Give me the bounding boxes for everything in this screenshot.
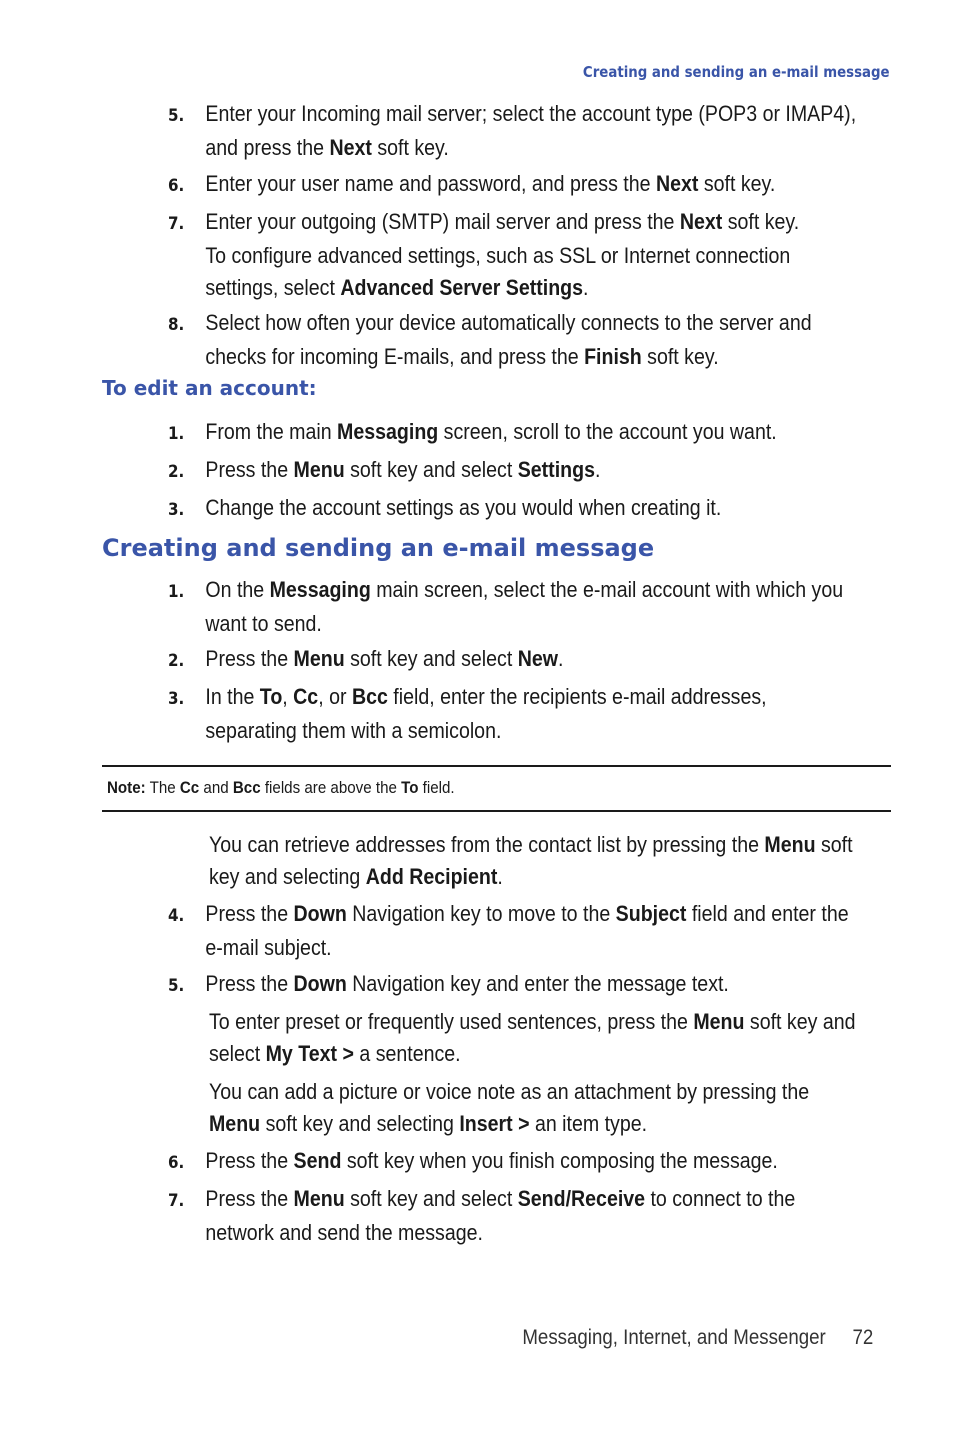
note-box: Note: The Cc and Bcc fields are above the To field.: [107, 778, 455, 797]
list-item-create-7: 7. Press the Menu soft key and select Send/Receive to connect to the network and send the message.: [168, 1186, 796, 1245]
list-item-create-6: 6. Press the Send soft key when you finish composing the message.: [168, 1148, 778, 1173]
paragraph-my-text: To enter preset or frequently used sentences, press the Menu soft key and select My Text > a sentence.: [209, 1009, 856, 1066]
list-item-step-7: 7. Enter your outgoing (SMTP) mail server and press the Next soft key. To configure advanced settings, such as SSL or Internet connection settings, select Advanced Server Settings.: [168, 209, 800, 300]
list-item-create-2: 2. Press the Menu soft key and select New.: [168, 646, 564, 671]
list-item-edit-3: 3. Change the account settings as you would when creating it.: [168, 495, 722, 520]
list-item-edit-2: 2. Press the Menu soft key and select Settings.: [168, 457, 601, 482]
footer-section-title: Messaging, Internet, and Messenger: [522, 1326, 826, 1349]
section-heading-create-email: Creating and sending an e-mail message: [102, 534, 655, 562]
list-item-step-5: 5. Enter your Incoming mail server; select the account type (POP3 or IMAP4), and press the Next soft key.: [168, 101, 857, 160]
subheading-edit-account: To edit an account:: [102, 376, 317, 400]
running-header: Creating and sending an e-mail message: [583, 63, 890, 81]
list-item-edit-1: 1. From the main Messaging screen, scroll to the account you want.: [168, 419, 777, 444]
list-item-create-5: 5. Press the Down Navigation key and enter the message text.: [168, 971, 729, 996]
list-item-step-6: 6. Enter your user name and password, and press the Next soft key.: [168, 171, 776, 196]
list-item-create-1: 1. On the Messaging main screen, select the e-mail account with which you want to send.: [168, 577, 844, 636]
list-item-step-8: 8. Select how often your device automatically connects to the server and checks for incoming E-mails, and press the Finish soft key.: [168, 310, 812, 369]
page-number: 72: [852, 1326, 873, 1349]
page-footer: [522, 1326, 873, 1350]
list-item-create-3: 3. In the To, Cc, or Bcc field, enter the recipients e-mail addresses, separating them with a semicolon.: [168, 684, 767, 743]
note-rule-top: [102, 765, 891, 767]
list-item-create-4: 4. Press the Down Navigation key to move to the Subject field and enter the e-mail subject.: [168, 901, 849, 960]
note-rule-bottom: [102, 810, 891, 812]
paragraph-attachment: You can add a picture or voice note as an attachment by pressing the Menu soft key and selecting Insert > an item type.: [209, 1079, 810, 1136]
paragraph-add-recipient: You can retrieve addresses from the contact list by pressing the Menu soft key and selecting Add Recipient.: [209, 832, 853, 889]
